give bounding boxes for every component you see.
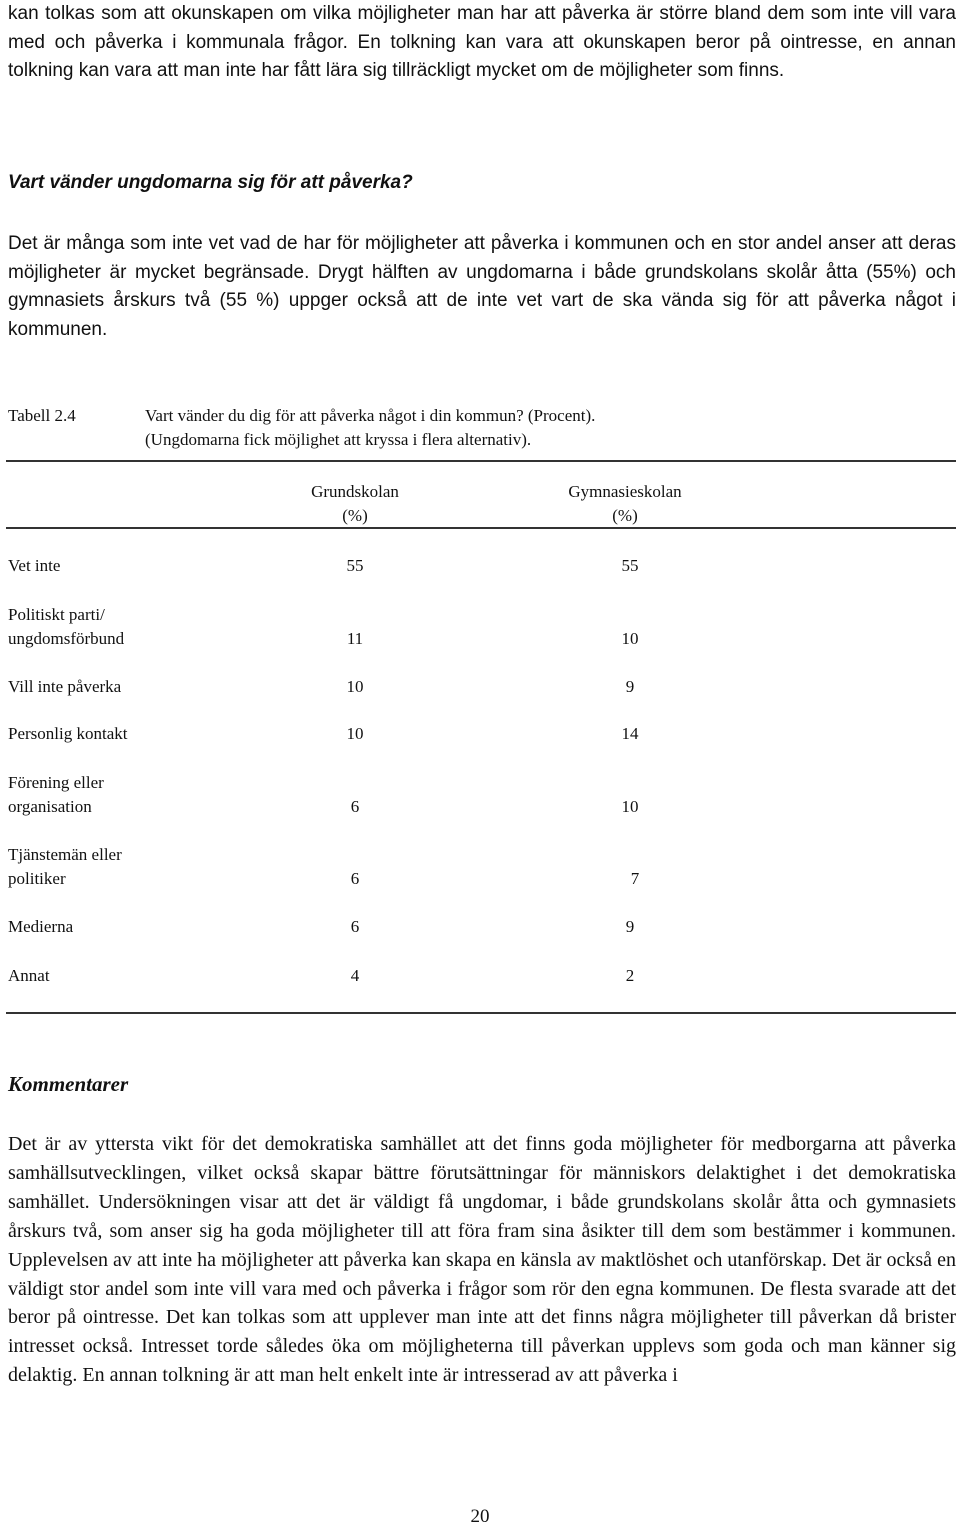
col-unit-grundskolan: (%) [342,506,368,525]
row-label: Personlig kontakt [8,724,128,743]
row-label: Annat [8,966,50,985]
col-header-grundskolan: Grundskolan [311,482,399,501]
cell-grundskolan: 6 [350,797,360,816]
row-label: Vet inte [8,556,61,575]
cell-grundskolan: 10 [346,677,364,696]
cell-grundskolan: 6 [350,869,360,888]
col-header-gymnasieskolan: Gymnasieskolan [568,482,682,501]
cell-grundskolan: 55 [346,556,364,575]
comments-paragraph: Det är av yttersta vikt för det demokratiska samhället att det finns goda möjligheter för medborgarna att påverka samhällsutvecklingen, vilket också skapar bättre förutsättningar för människors delaktighet i det demokratiska samhället. Undersökningen visar att det är väldigt få ungdomar, i både grundskolans skolår åtta och gymnasiets årskurs två, som anser sig ha goda möjligheter till att föra fram sina åsikter till dem som bestämmer i kommunen. Upplevelsen av att inte ha möjligheter att påverka kan skapa en känsla av maktlöshet och utanförskap. Det är också en väldigt stor andel som inte vill vara med och påverka i frågor som rör den egna kommunen. De flesta svarade att det beror på ointresse. Det kan tolkas som att upplever man inte att det finns några möjligheter till påverkan då brister intresset också. Intresset torde således öka om möjligheterna till påverkan upplevs som goda och man känner sig delaktig. En annan tolkning är att man helt enkelt inte är intresserad av att påverka i [8,1133,956,1387]
table-caption-line2: (Ungdomarna fick möjlighet att kryssa i flera alternativ). [145,430,532,449]
row-label: Vill inte påverka [8,677,122,696]
row-label: Medierna [8,917,74,936]
row-label: Tjänstemän eller [8,845,122,864]
col-unit-gymnasieskolan: (%) [612,506,638,525]
cell-gymnasieskolan: 14 [621,724,639,743]
row-label-line2: ungdomsförbund [8,629,125,648]
cell-gymnasieskolan: 9 [625,917,635,936]
cell-grundskolan: 10 [346,724,364,743]
cell-gymnasieskolan: 7 [630,869,640,888]
cell-grundskolan: 6 [350,917,360,936]
comments-heading: Kommentarer [8,1072,129,1096]
intro-paragraph: kan tolkas som att okunskapen om vilka möjligheter man har att påverka är större bland dem som inte vill vara med och påverka i kommunala frågor. En tolkning kan vara att okunskapen beror på ointresse, en annan tolkning kan vara att man inte har fått lära sig tillräckligt mycket om de möjligheter som finns. [8,3,956,81]
table-bottom-rule [6,1012,956,1014]
row-label: Politiskt parti/ [8,605,105,624]
cell-gymnasieskolan: 10 [621,797,639,816]
row-label-line2: politiker [8,869,66,888]
table-header-rule [6,527,956,529]
section-heading: Vart vänder ungdomarna sig för att påverka? [8,172,413,193]
cell-gymnasieskolan: 10 [621,629,639,648]
cell-grundskolan: 4 [350,966,360,985]
table-top-rule [6,460,956,462]
row-label: Förening eller [8,773,104,792]
cell-gymnasieskolan: 55 [621,556,639,575]
page-number: 20 [470,1506,490,1527]
table-label: Tabell 2.4 [8,406,76,425]
cell-grundskolan: 11 [346,629,364,648]
row-label-line2: organisation [8,797,92,816]
cell-gymnasieskolan: 9 [625,677,635,696]
cell-gymnasieskolan: 2 [625,966,635,985]
table-caption-line1: Vart vänder du dig för att påverka något i din kommun? (Procent). [145,406,596,425]
section-paragraph: Det är många som inte vet vad de har för möjligheter att påverka i kommunen och en stor andel anser att deras möjligheter är mycket begränsade. Drygt hälften av ungdomarna i både grundskolans skolår åtta (55%) och gymnasiets årskurs två (55 %) uppger också att de inte vet vart de ska vända sig för att påverka något i kommunen. [8,233,956,340]
